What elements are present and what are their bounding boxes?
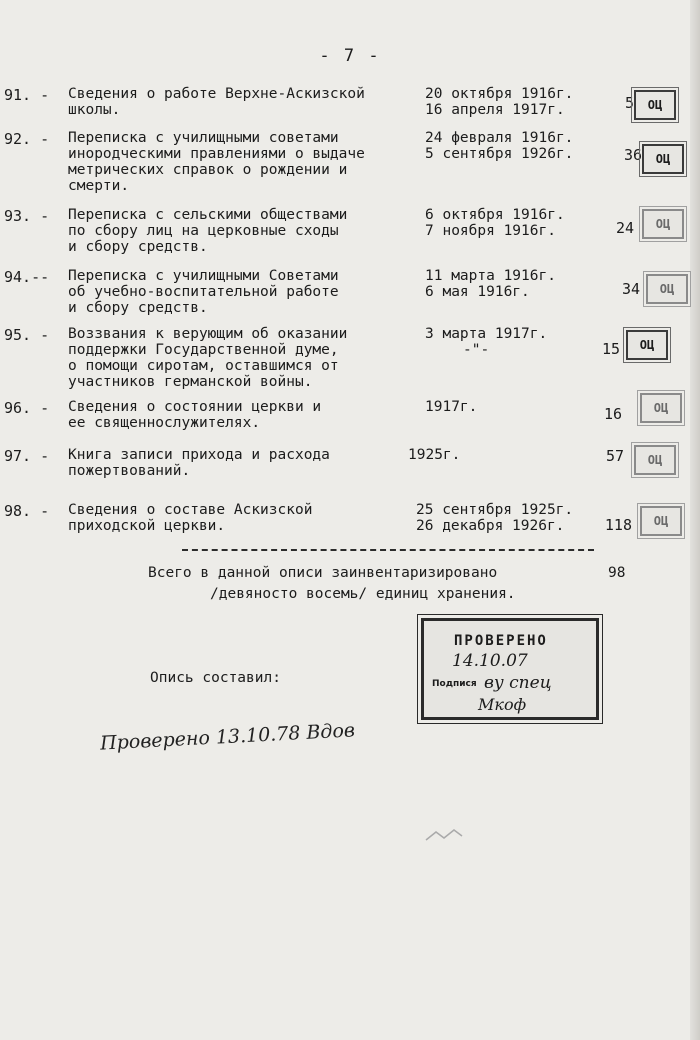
date-line: -"- bbox=[463, 342, 490, 358]
title-line: ее священнослужителях. bbox=[68, 415, 261, 431]
title-line: метрических справок о рождении и bbox=[68, 162, 348, 178]
title-line: и сбору средств. bbox=[68, 239, 208, 255]
entry-number: 95. - bbox=[4, 326, 50, 344]
stamp-date: 14.10.07 bbox=[452, 651, 528, 671]
sheet-count: 5 bbox=[624, 94, 634, 112]
date-line: 6 октября 1916г. bbox=[425, 207, 565, 223]
date-line: 11 марта 1916г. bbox=[425, 268, 556, 284]
entry-title bbox=[68, 86, 418, 118]
date-line: 25 сентября 1925г. bbox=[416, 502, 574, 518]
oc-stamp: ОЦ bbox=[634, 445, 676, 475]
summary-line-1: Всего в данной описи заинвентаризировано bbox=[148, 565, 498, 581]
title-line: и сбору средств. bbox=[68, 300, 208, 316]
oc-stamp: ОЦ bbox=[626, 330, 668, 360]
summary-count: 98 bbox=[608, 565, 626, 581]
entry-dates bbox=[425, 207, 565, 239]
date-line: 7 ноября 1916г. bbox=[425, 223, 556, 239]
title-line: Сведения о состоянии церкви и bbox=[68, 399, 322, 415]
handwritten-note: Проверено 13.10.78 Вдов bbox=[99, 719, 356, 755]
stamp-title: ПРОВЕРЕНО bbox=[454, 633, 548, 649]
entry-title bbox=[68, 447, 418, 479]
entry-number: 97. - bbox=[4, 447, 50, 465]
title-line: Переписка с сельскими обществами bbox=[68, 207, 348, 223]
date-line: 16 апреля 1917г. bbox=[425, 102, 565, 118]
sheet-count: 57 bbox=[605, 447, 624, 465]
sheet-count: 16 bbox=[603, 405, 622, 423]
stamp-signature-label: Подпися bbox=[432, 679, 477, 689]
sheet-count: 34 bbox=[621, 280, 640, 298]
date-line: 1917г. bbox=[425, 399, 478, 415]
entry-dates bbox=[425, 268, 556, 300]
entry-dates bbox=[408, 447, 460, 463]
sheet-count: 24 bbox=[615, 219, 634, 237]
entry-number: 92. - bbox=[4, 130, 50, 148]
entry-number: 94.-- bbox=[4, 268, 50, 286]
date-line: 3 марта 1917г. bbox=[425, 326, 548, 342]
title-line: инородческими правлениями о выдаче bbox=[68, 146, 365, 162]
title-line: Переписка с училищными Советами bbox=[68, 268, 339, 284]
entry-title bbox=[68, 268, 418, 316]
entry-dates bbox=[425, 399, 477, 415]
title-line: поддержки Государственной думе, bbox=[68, 342, 339, 358]
title-line: по сбору лиц на церковные сходы bbox=[68, 223, 339, 239]
title-line: Сведения о составе Аскизской bbox=[68, 502, 313, 518]
entry-number: 93. - bbox=[4, 207, 50, 225]
sheet-count: 36 bbox=[623, 146, 642, 164]
title-line: Переписка с училищными советами bbox=[68, 130, 339, 146]
entry-dates bbox=[425, 86, 573, 118]
title-line: участников германской войны. bbox=[68, 374, 313, 390]
faint-mark bbox=[424, 826, 464, 846]
entry-dates bbox=[425, 130, 573, 162]
title-line: приходской церкви. bbox=[68, 518, 226, 534]
title-line: о помощи сиротам, оставшимся от bbox=[68, 358, 339, 374]
entry-title bbox=[68, 207, 418, 255]
entry-number: 96. - bbox=[4, 399, 50, 417]
stamp-signature-line: ву спец bbox=[484, 673, 552, 693]
title-line: об учебно-воспитательной работе bbox=[68, 284, 339, 300]
entry-title bbox=[68, 326, 418, 390]
date-line: 24 февраля 1916г. bbox=[425, 130, 574, 146]
entry-dates bbox=[416, 502, 573, 534]
entry-number: 91. - bbox=[4, 86, 50, 104]
oc-stamp: ОЦ bbox=[646, 274, 688, 304]
title-line: пожертвований. bbox=[68, 463, 191, 479]
date-line: 5 сентября 1926г. bbox=[425, 146, 574, 162]
entry-title bbox=[68, 502, 418, 534]
separator-rule bbox=[182, 549, 594, 551]
stamp-signature-line: Мкоф bbox=[478, 695, 527, 714]
date-line: 20 октября 1916г. bbox=[425, 86, 574, 102]
title-line: Сведения о работе Верхне-Аскизской bbox=[68, 86, 365, 102]
oc-stamp: ОЦ bbox=[642, 209, 684, 239]
date-line: 6 мая 1916г. bbox=[425, 284, 530, 300]
title-line: смерти. bbox=[68, 178, 130, 194]
date-line: 26 декабря 1926г. bbox=[416, 518, 565, 534]
page-number: - 7 - bbox=[319, 46, 381, 66]
summary-line-2: /девяносто восемь/ единиц хранения. bbox=[210, 586, 516, 602]
entry-dates bbox=[425, 326, 547, 358]
oc-stamp: ОЦ bbox=[640, 393, 682, 423]
title-line: школы. bbox=[68, 102, 121, 118]
title-line: Воззвания к верующим об оказании bbox=[68, 326, 348, 342]
entry-number: 98. - bbox=[4, 502, 50, 520]
title-line: Книга записи прихода и расхода bbox=[68, 447, 330, 463]
entry-title bbox=[68, 399, 418, 431]
checked-stamp bbox=[421, 618, 599, 720]
oc-stamp: ОЦ bbox=[634, 90, 676, 120]
sheet-count: 15 bbox=[601, 340, 620, 358]
compiled-by-label: Опись составил: bbox=[150, 670, 281, 686]
entry-title bbox=[68, 130, 418, 194]
oc-stamp: ОЦ bbox=[642, 144, 684, 174]
date-line: 1925г. bbox=[408, 447, 461, 463]
page-edge bbox=[690, 0, 700, 1040]
sheet-count: 118 bbox=[604, 516, 632, 534]
oc-stamp: ОЦ bbox=[640, 506, 682, 536]
